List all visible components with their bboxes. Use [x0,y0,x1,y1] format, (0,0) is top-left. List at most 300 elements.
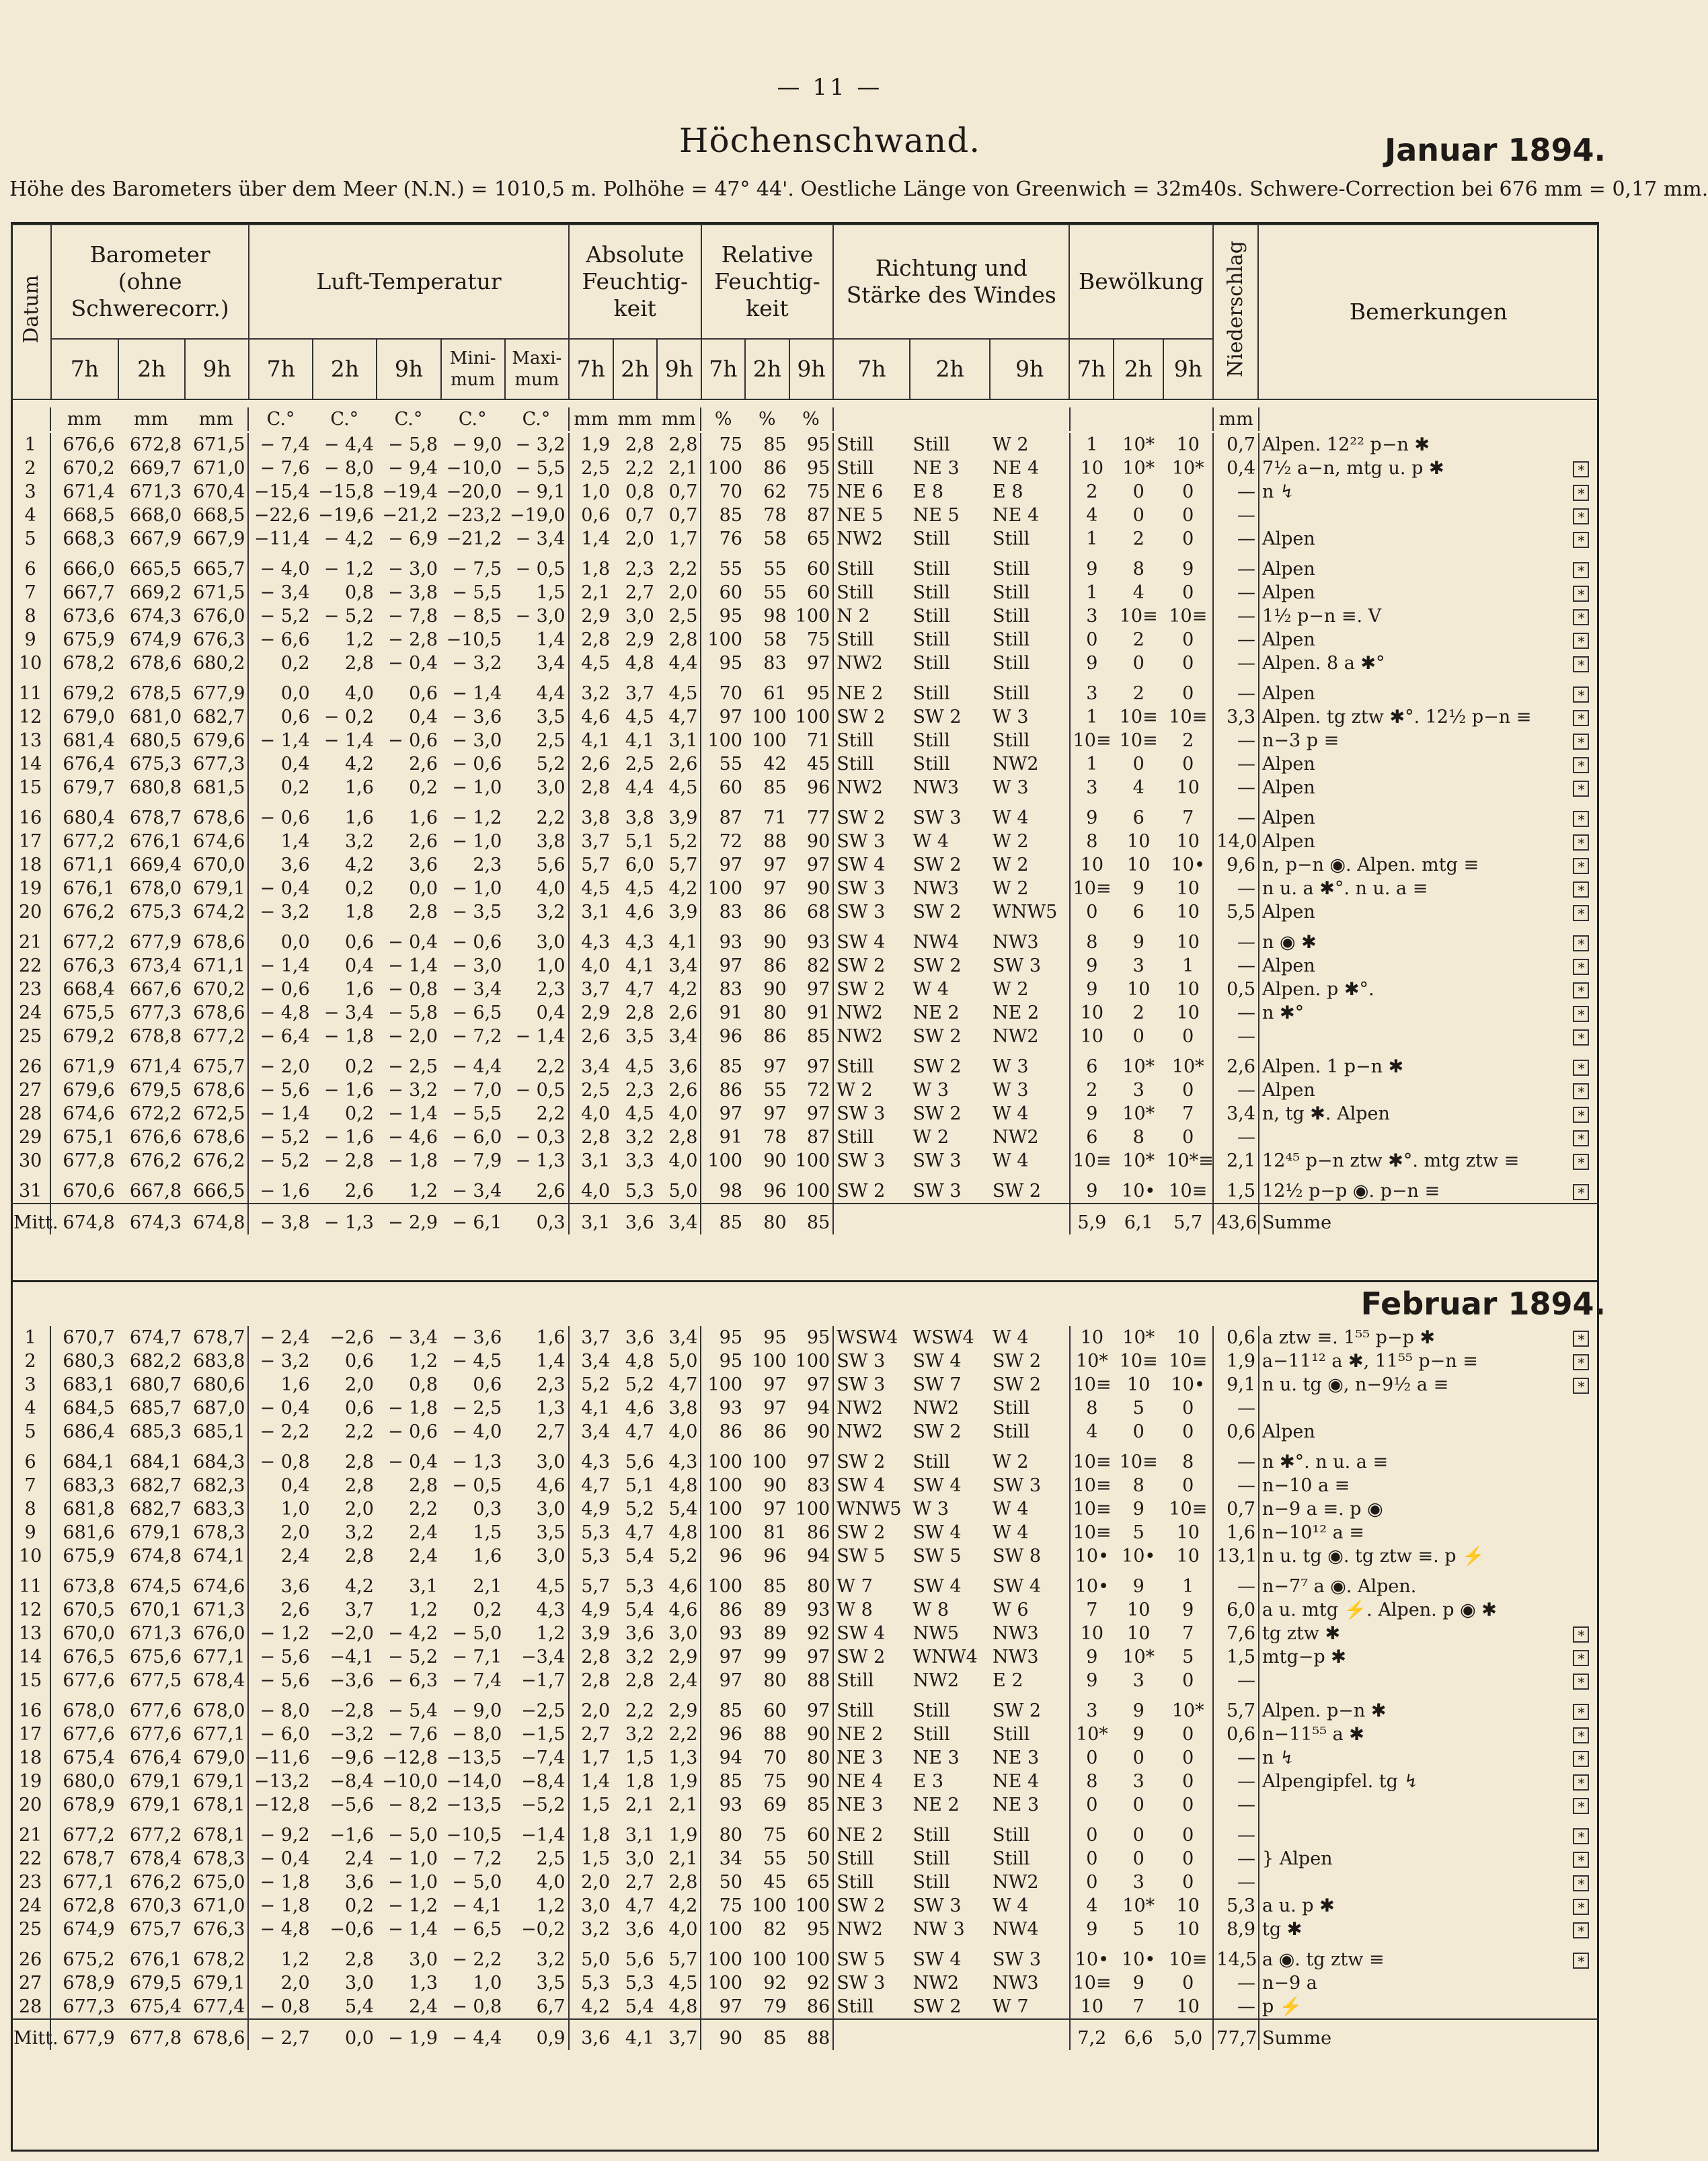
day-cell: 24 [18,1895,42,1916]
value-cell: 75 [806,481,830,502]
value-cell: 4,5 [668,683,698,704]
value-cell: 1,4 [569,1770,613,1793]
value-cell: 10 [1070,853,1114,877]
value-cell: 2,8 [344,1475,374,1496]
value-cell: 3,7 [625,683,654,704]
value-cell: 0 [1182,1747,1194,1768]
remark-cell: n, p−n ◉. Alpen. mtg ≡ [1259,853,1563,877]
value-cell: − 5,5 [515,458,566,479]
value-cell: 2,8 [625,1003,654,1023]
value-cell: − 0,4 [248,1397,312,1420]
value-cell: − 1,0 [452,878,502,899]
day-cell: 13 [18,730,42,751]
value-cell: Still [833,1847,910,1871]
table-row [11,1568,1599,1598]
value-cell: 61 [763,683,787,704]
unit-cell [1114,407,1163,431]
value-cell: 3,0 [668,1623,698,1644]
value-cell: 1,9 [668,1825,698,1846]
header-sub-15: 2h [910,339,989,399]
value-cell: W 2 [993,434,1029,455]
value-cell: NE 2 [993,1003,1040,1023]
value-cell: 671,1 [50,853,117,877]
remark-cell: Alpen [1259,581,1563,604]
value-cell: 2,0 [625,528,654,549]
value-cell: NE 3 [913,458,960,479]
value-cell: 0 [1182,1421,1194,1442]
remark-cell [1259,1025,1563,1048]
header-sub-4: 2h [313,339,377,399]
value-cell: 2 [1132,683,1144,704]
value-cell: 97 [806,1374,830,1395]
value-cell: 10• [1122,1949,1156,1970]
remark-cell: n ✱° [1259,1001,1563,1025]
value-cell: 676,6 [129,1127,182,1148]
value-cell: 676,2 [129,1872,182,1893]
value-cell: 10≡ [1169,1351,1208,1372]
value-cell: NW2 [993,1127,1039,1148]
value-cell: − 0,8 [248,1995,312,2019]
value-cell: − 6,6 [248,628,312,652]
value-cell: N 2 [833,604,910,628]
remark-cell: n−9 a ≡. p ◉ [1259,1497,1563,1521]
value-cell: 80 [763,1670,787,1691]
value-cell: 78 [763,1127,787,1148]
value-cell: 97 [763,1056,787,1077]
value-cell: 676,6 [50,433,117,457]
value-cell: 100 [701,457,745,480]
value-cell: SW 3 [833,900,910,924]
value-cell: 676,2 [129,1150,182,1171]
value-cell: NE 4 [993,1771,1040,1792]
remark-cell: p ⚡ [1259,1995,1563,2019]
table-row [11,752,1599,776]
unit-cell [1070,407,1114,431]
value-cell: 10≡ [1119,1452,1158,1472]
snow-box-marker [1563,1723,1599,1746]
star-box-icon: * [1573,508,1589,524]
value-cell: 7 [1070,1598,1114,1622]
day-cell: 19 [18,1771,42,1792]
value-cell: − 1,4 [248,729,312,752]
value-cell: − 2,2 [248,1420,312,1444]
value-cell: 93 [701,924,745,954]
value-cell: 2 [1182,730,1194,751]
value-cell: 677,6 [50,1669,117,1692]
value-cell: 678,1 [193,1795,245,1815]
value-cell: Still [833,581,910,604]
value-cell: 676,3 [193,1919,245,1940]
remark-cell: } Alpen [1259,1847,1563,1871]
value-cell: 2,4 [409,1522,438,1543]
value-cell: 10 [1176,932,1200,953]
value-cell: NW2 [833,1397,910,1420]
value-cell: 2,1 [625,1795,654,1815]
snow-box-marker [1563,1746,1599,1770]
value-cell: 679,2 [50,675,117,705]
value-cell: 678,5 [129,683,182,704]
value-cell: 100 [752,1895,787,1916]
value-cell: 671,9 [50,1048,117,1078]
value-cell: 99 [763,1647,787,1667]
value-cell: 0 [1182,1398,1194,1419]
value-cell: − 3,4 [452,1181,502,1202]
value-cell: 2,9 [569,604,613,628]
value-cell: 97 [806,1647,830,1667]
value-cell: W 8 [913,1600,949,1620]
table-row [11,799,1599,830]
value-cell: Still [833,1995,910,2019]
value-cell: E 2 [993,1670,1023,1691]
value-cell: − 9,1 [515,481,566,502]
table-row [11,1544,1599,1568]
value-cell: W 2 [993,831,1029,852]
value-cell: 75 [763,1771,787,1792]
value-cell: 87 [701,799,745,830]
value-cell: SW 2 [913,855,962,875]
value-cell: 2,6 [668,1003,698,1023]
value-cell: − 0,8 [452,1996,502,2017]
mittel-value: 0,9 [504,2019,568,2050]
snow-box-marker [1563,1102,1599,1126]
remark-cell: a ◉. tg ztw ≡ [1259,1941,1563,1971]
value-cell: 3,1 [569,900,613,924]
value-cell: 675,1 [50,1126,117,1149]
value-cell: 8 [1070,924,1114,954]
value-cell: 685,1 [193,1421,245,1442]
value-cell: − 3,6 [452,707,502,728]
value-cell: 79 [763,1996,787,2017]
value-cell: 3,2 [536,902,566,922]
value-cell: − 1,8 [323,1026,374,1047]
star-box-icon: * [1573,1674,1589,1690]
value-cell: 96 [701,1544,745,1568]
day-cell: 3 [24,481,36,502]
value-cell: −4,1 [329,1647,374,1667]
value-cell: 677,9 [129,932,182,953]
value-cell: 5,3 [569,1521,613,1544]
value-cell: — [1213,729,1259,752]
value-cell: 65 [806,528,830,549]
remark-cell: n u. tg ◉. tg ztw ≡. p ⚡ [1259,1544,1563,1568]
value-cell: SW 2 [913,1421,962,1442]
value-cell: 1,2 [536,1895,566,1916]
value-cell: — [1213,1126,1259,1149]
remark-cell: 7½ a−n, mtg u. p ✱ [1259,457,1563,480]
value-cell: Still [993,1848,1030,1869]
star-box-icon: * [1573,757,1589,773]
value-cell: − 5,4 [387,1700,438,1721]
value-cell: SW 2 [993,1351,1042,1372]
value-cell: 5,2 [625,1374,654,1395]
day-cell: 2 [24,1351,36,1372]
value-cell: NW2 [833,776,910,799]
value-cell: 0,2 [248,652,312,675]
value-cell: 2,8 [409,902,438,922]
value-cell: 0 [1132,653,1144,674]
value-cell: 2,5 [569,457,613,480]
value-cell: 97 [763,855,787,875]
value-cell: 93 [806,1600,830,1620]
value-cell: 681,0 [129,707,182,728]
value-cell: 675,9 [50,628,117,652]
value-cell: 0,0 [409,878,438,899]
value-cell: 4,7 [668,707,698,728]
value-cell: − 3,2 [515,434,566,455]
snow-box-marker [1563,1025,1599,1048]
value-cell: 100 [795,1949,830,1970]
star-box-icon: * [1573,1029,1589,1046]
value-cell: − 2,5 [452,1398,502,1419]
remark-cell: 1½ p−n ≡. V [1259,604,1563,628]
value-cell: 672,8 [129,434,182,455]
value-cell: 89 [763,1623,787,1644]
value-cell: 10≡ [1070,729,1114,752]
value-cell: 5 [1132,1522,1144,1543]
value-cell: 71 [806,730,830,751]
star-box-icon: * [1573,562,1589,578]
value-cell: 10* [1122,1103,1155,1124]
mittel-value [833,2019,910,2050]
value-cell: 0 [1132,1747,1144,1768]
value-cell: 675,5 [50,1001,117,1025]
star-box-icon: * [1573,633,1589,649]
mittel-value [910,2019,991,2050]
value-cell: − 1,2 [323,559,374,580]
value-cell: 9 [1132,1724,1144,1745]
value-cell: 687,0 [193,1398,245,1419]
value-cell: −0,2 [521,1919,566,1940]
value-cell: Still [913,582,950,603]
value-cell: W 4 [993,1150,1029,1171]
value-cell: — [1213,799,1259,830]
value-cell: SW 2 [913,1056,962,1077]
day-cell: 10 [18,1546,42,1567]
value-cell: 1,2 [409,1351,438,1372]
value-cell: 677,3 [193,754,245,775]
day-cell: 27 [18,1973,42,1994]
star-box-icon: * [1573,1852,1589,1868]
day-cell: 24 [18,1003,42,1023]
value-cell: 100 [795,1150,830,1171]
star-box-icon: * [1573,905,1589,921]
value-cell: 5,3 [625,1576,654,1597]
day-cell: 11 [18,683,42,704]
value-cell: 0 [1070,1817,1114,1847]
header-sub-6: Mini-mum [441,339,505,399]
table-row [11,900,1599,924]
value-cell: 4,3 [625,932,654,953]
value-cell: − 7,8 [387,606,438,627]
value-cell: — [1213,1770,1259,1793]
value-cell: 97 [806,855,830,875]
remark-cell: n, tg ✱. Alpen [1259,1102,1563,1126]
value-cell: 677,3 [129,1003,182,1023]
value-cell: 10*≡ [1166,1150,1214,1171]
value-cell: 9 [1132,1576,1144,1597]
value-cell: 680,0 [50,1770,117,1793]
snow-box-marker [1563,1521,1599,1544]
value-cell: — [1213,1078,1259,1102]
value-cell: 682,7 [129,1475,182,1496]
value-cell: W 4 [913,831,949,852]
value-cell: 10* [1070,1349,1114,1373]
value-cell: Still [913,1872,950,1893]
value-cell: 96 [701,1025,745,1048]
value-cell: − 1,8 [387,1398,438,1419]
value-cell: 675,4 [50,1746,117,1770]
value-cell: SW 4 [913,1475,962,1496]
value-cell: 0 [1132,1848,1144,1869]
value-cell: − 8,2 [387,1795,438,1815]
day-cell: 25 [18,1026,42,1047]
value-cell: − 0,6 [387,1421,438,1442]
remark-cell [1259,504,1563,527]
value-cell: 42 [763,754,787,775]
value-cell: NW2 [993,754,1039,775]
value-cell: 0,6 [344,932,374,953]
value-cell: − 0,6 [387,730,438,751]
value-cell: 4,0 [536,1872,566,1893]
value-cell: 3,8 [625,808,654,828]
value-cell: 86 [763,458,787,479]
value-cell: 0,6 [1213,1420,1259,1444]
value-cell: 94 [806,1546,830,1567]
value-cell: − 0,5 [515,559,566,580]
unit-cell: mm [198,409,233,430]
snow-box-marker [1563,1645,1599,1669]
value-cell: 0,7 [668,505,698,526]
value-cell: 0 [1182,1825,1194,1846]
value-cell: 10≡ [1169,1181,1208,1202]
value-cell: 4,1 [569,1397,613,1420]
table-row [11,1521,1599,1544]
value-cell: SW 2 [833,1444,910,1474]
value-cell: 0,6 [569,504,613,527]
value-cell: 10 [1070,1326,1114,1349]
table-row [11,1692,1599,1723]
value-cell: 4,3 [536,1600,566,1620]
value-cell: − 6,5 [452,1003,502,1023]
value-cell: Still [913,528,950,549]
value-cell: 4,2 [344,754,374,775]
value-cell: 3,4 [569,1420,613,1444]
value-cell: 1,6 [1213,1521,1259,1544]
remark-cell: Alpen [1259,752,1563,776]
value-cell: 3,6 [248,853,312,877]
value-cell: 10 [1176,1003,1200,1023]
value-cell: 1,0 [248,1497,312,1521]
table-row [11,480,1599,504]
value-cell: 4,8 [625,1351,654,1372]
snow-box-marker [1563,1941,1599,1971]
value-cell: −23,2 [446,505,502,526]
value-cell: 667,7 [50,581,117,604]
value-cell: 10≡ [1070,1497,1114,1521]
januar-table [11,433,1599,1234]
unit-cell [1163,407,1213,431]
value-cell: 680,8 [129,777,182,798]
value-cell: −19,6 [318,505,374,526]
day-cell: 19 [18,878,42,899]
table-row [11,1622,1599,1645]
mittel-value: 3,7 [657,2019,701,2050]
mittel-value: 85 [701,1204,745,1234]
value-cell: 676,1 [129,831,182,852]
value-cell: NW2 [833,652,910,675]
remark-cell: tg ✱ [1259,1918,1563,1941]
value-cell: 2,8 [569,1669,613,1692]
value-cell: 2,8 [344,653,374,674]
value-cell: − 0,4 [248,877,312,900]
table-header [11,224,1599,400]
value-cell: W 4 [993,808,1029,828]
value-cell: — [1213,1817,1259,1847]
value-cell: SW 3 [833,1102,910,1126]
value-cell: 5,7 [668,1949,698,1970]
value-cell: 100 [701,877,745,900]
value-cell: 58 [763,629,787,650]
value-cell: 98 [701,1173,745,1204]
snow-box-marker [1563,675,1599,705]
value-cell: 677,5 [129,1670,182,1691]
value-cell: 684,1 [129,1452,182,1472]
value-cell: −5,2 [521,1795,566,1815]
value-cell: 0 [1132,1795,1144,1815]
value-cell: SW 2 [913,902,962,922]
value-cell: NE 3 [993,1795,1040,1815]
value-cell: 3,1 [409,1576,438,1597]
unit-cell: C.° [394,409,423,430]
value-cell: 0,8 [625,481,654,502]
value-cell: SW 3 [833,877,910,900]
value-cell: 6,0 [1213,1598,1259,1622]
value-cell: NW2 [833,527,910,551]
value-cell: 0 [1182,629,1194,650]
value-cell: 100 [701,1521,745,1544]
value-cell: 1,7 [668,528,698,549]
value-cell: 1,5 [625,1747,654,1768]
day-cell: 8 [24,1499,36,1520]
value-cell: − 1,3 [515,1150,566,1171]
value-cell: 2,6 [1213,1048,1259,1078]
value-cell: 8,9 [1213,1918,1259,1941]
value-cell: 3,1 [668,730,698,751]
month-februar: Februar 1894. [1360,1286,1606,1322]
table-row [11,1971,1599,1995]
value-cell: 96 [763,1546,787,1567]
value-cell: SW 3 [993,1949,1042,1970]
value-cell: − 3,2 [248,900,312,924]
value-cell: 672,5 [193,1103,245,1124]
value-cell: Still [993,629,1030,650]
value-cell: − 2,0 [248,1048,312,1078]
value-cell: 5,0 [668,1181,698,1202]
value-cell: 4,5 [569,877,613,900]
remark-cell [1259,1793,1563,1817]
value-cell: 3,0 [536,777,566,798]
month-januar: Januar 1894. [1385,132,1606,168]
value-cell: 7 [1182,1103,1194,1124]
value-cell: −3,2 [329,1724,374,1745]
remark-cell: Alpen. 8 a ✱° [1259,652,1563,675]
value-cell: — [1213,1746,1259,1770]
value-cell: 10 [1127,979,1151,1000]
units-row [11,407,1599,431]
value-cell: 674,7 [129,1327,182,1348]
value-cell: − 7,2 [452,1026,502,1047]
value-cell: −3,6 [329,1670,374,1691]
